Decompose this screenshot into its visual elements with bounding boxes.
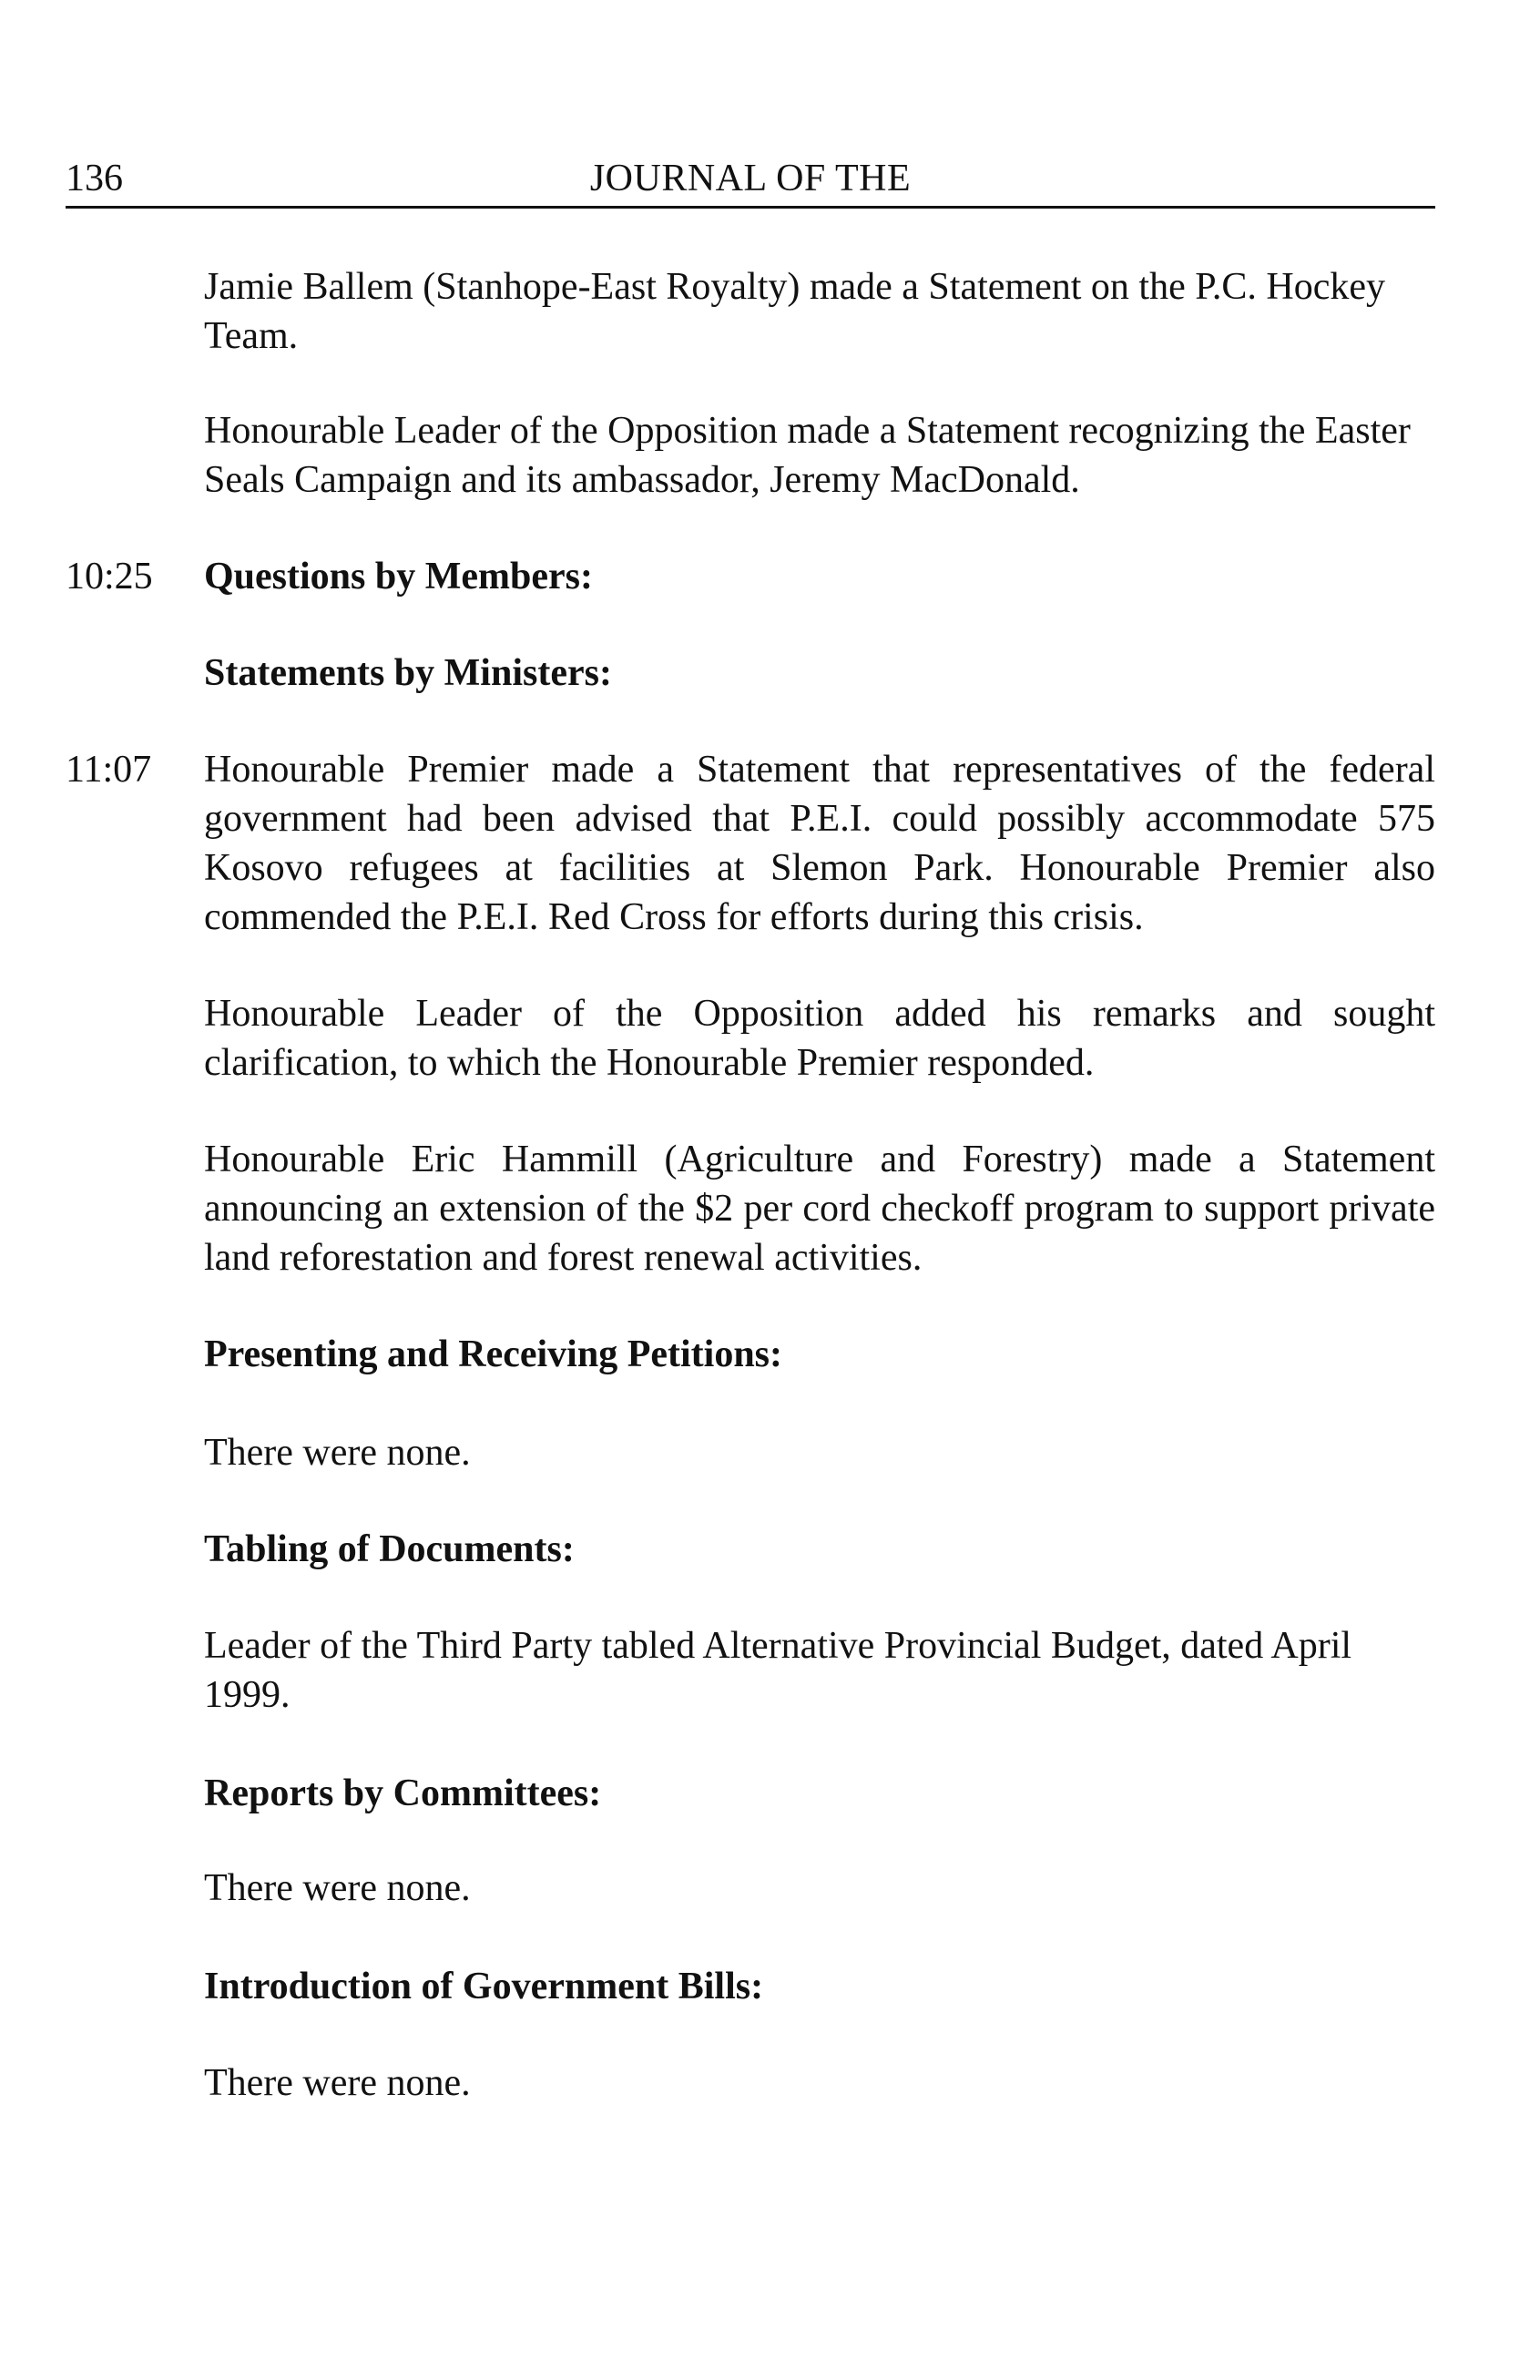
header-rule [66,206,1435,209]
time-stamp: 11:07 [66,749,152,791]
section-heading: Questions by Members: [204,556,593,598]
section-heading: Tabling of Documents: [204,1528,575,1570]
time-stamp: 10:25 [66,556,153,598]
paragraph: There were none. [204,1867,471,1909]
section-heading: Statements by Ministers: [204,652,612,694]
running-header [66,153,1435,209]
journal-title: JOURNAL OF THE [589,158,912,199]
paragraph: Honourable Premier made a Statement that representatives of the federal government had been advised that P.E.I. could possibly accommodate 575 Kosovo refugees at facilities at Slemon Park. Honourable Premier also commended the P.E.I. Red Cross for efforts during this crisis. [204,749,1435,938]
paragraph: Honourable Eric Hammill (Agriculture and Forestry) made a Statement announcing an extension of the $2 per cord checkoff program to support private land reforestation and forest renewal activities. [204,1139,1435,1279]
page-number: 136 [66,158,123,199]
paragraph: Jamie Ballem (Stanhope-East Royalty) made a Statement on the P.C. Hockey Team. [204,266,1386,357]
paragraph: There were none. [204,1432,471,1474]
paragraph: There were none. [204,2062,471,2104]
paragraph: Honourable Leader of the Opposition made a Statement recognizing the Easter Seals Campaign and its ambassador, Jeremy MacDonald. [204,410,1411,501]
paragraph: Leader of the Third Party tabled Alternative Provincial Budget, dated April 1999. [204,1625,1352,1716]
section-heading: Reports by Committees: [204,1772,602,1814]
paragraph: Honourable Leader of the Opposition added his remarks and sought clarification, to which the Honourable Premier responded. [204,993,1435,1084]
section-heading: Introduction of Government Bills: [204,1966,764,2007]
section-heading: Presenting and Receiving Petitions: [204,1333,783,1375]
